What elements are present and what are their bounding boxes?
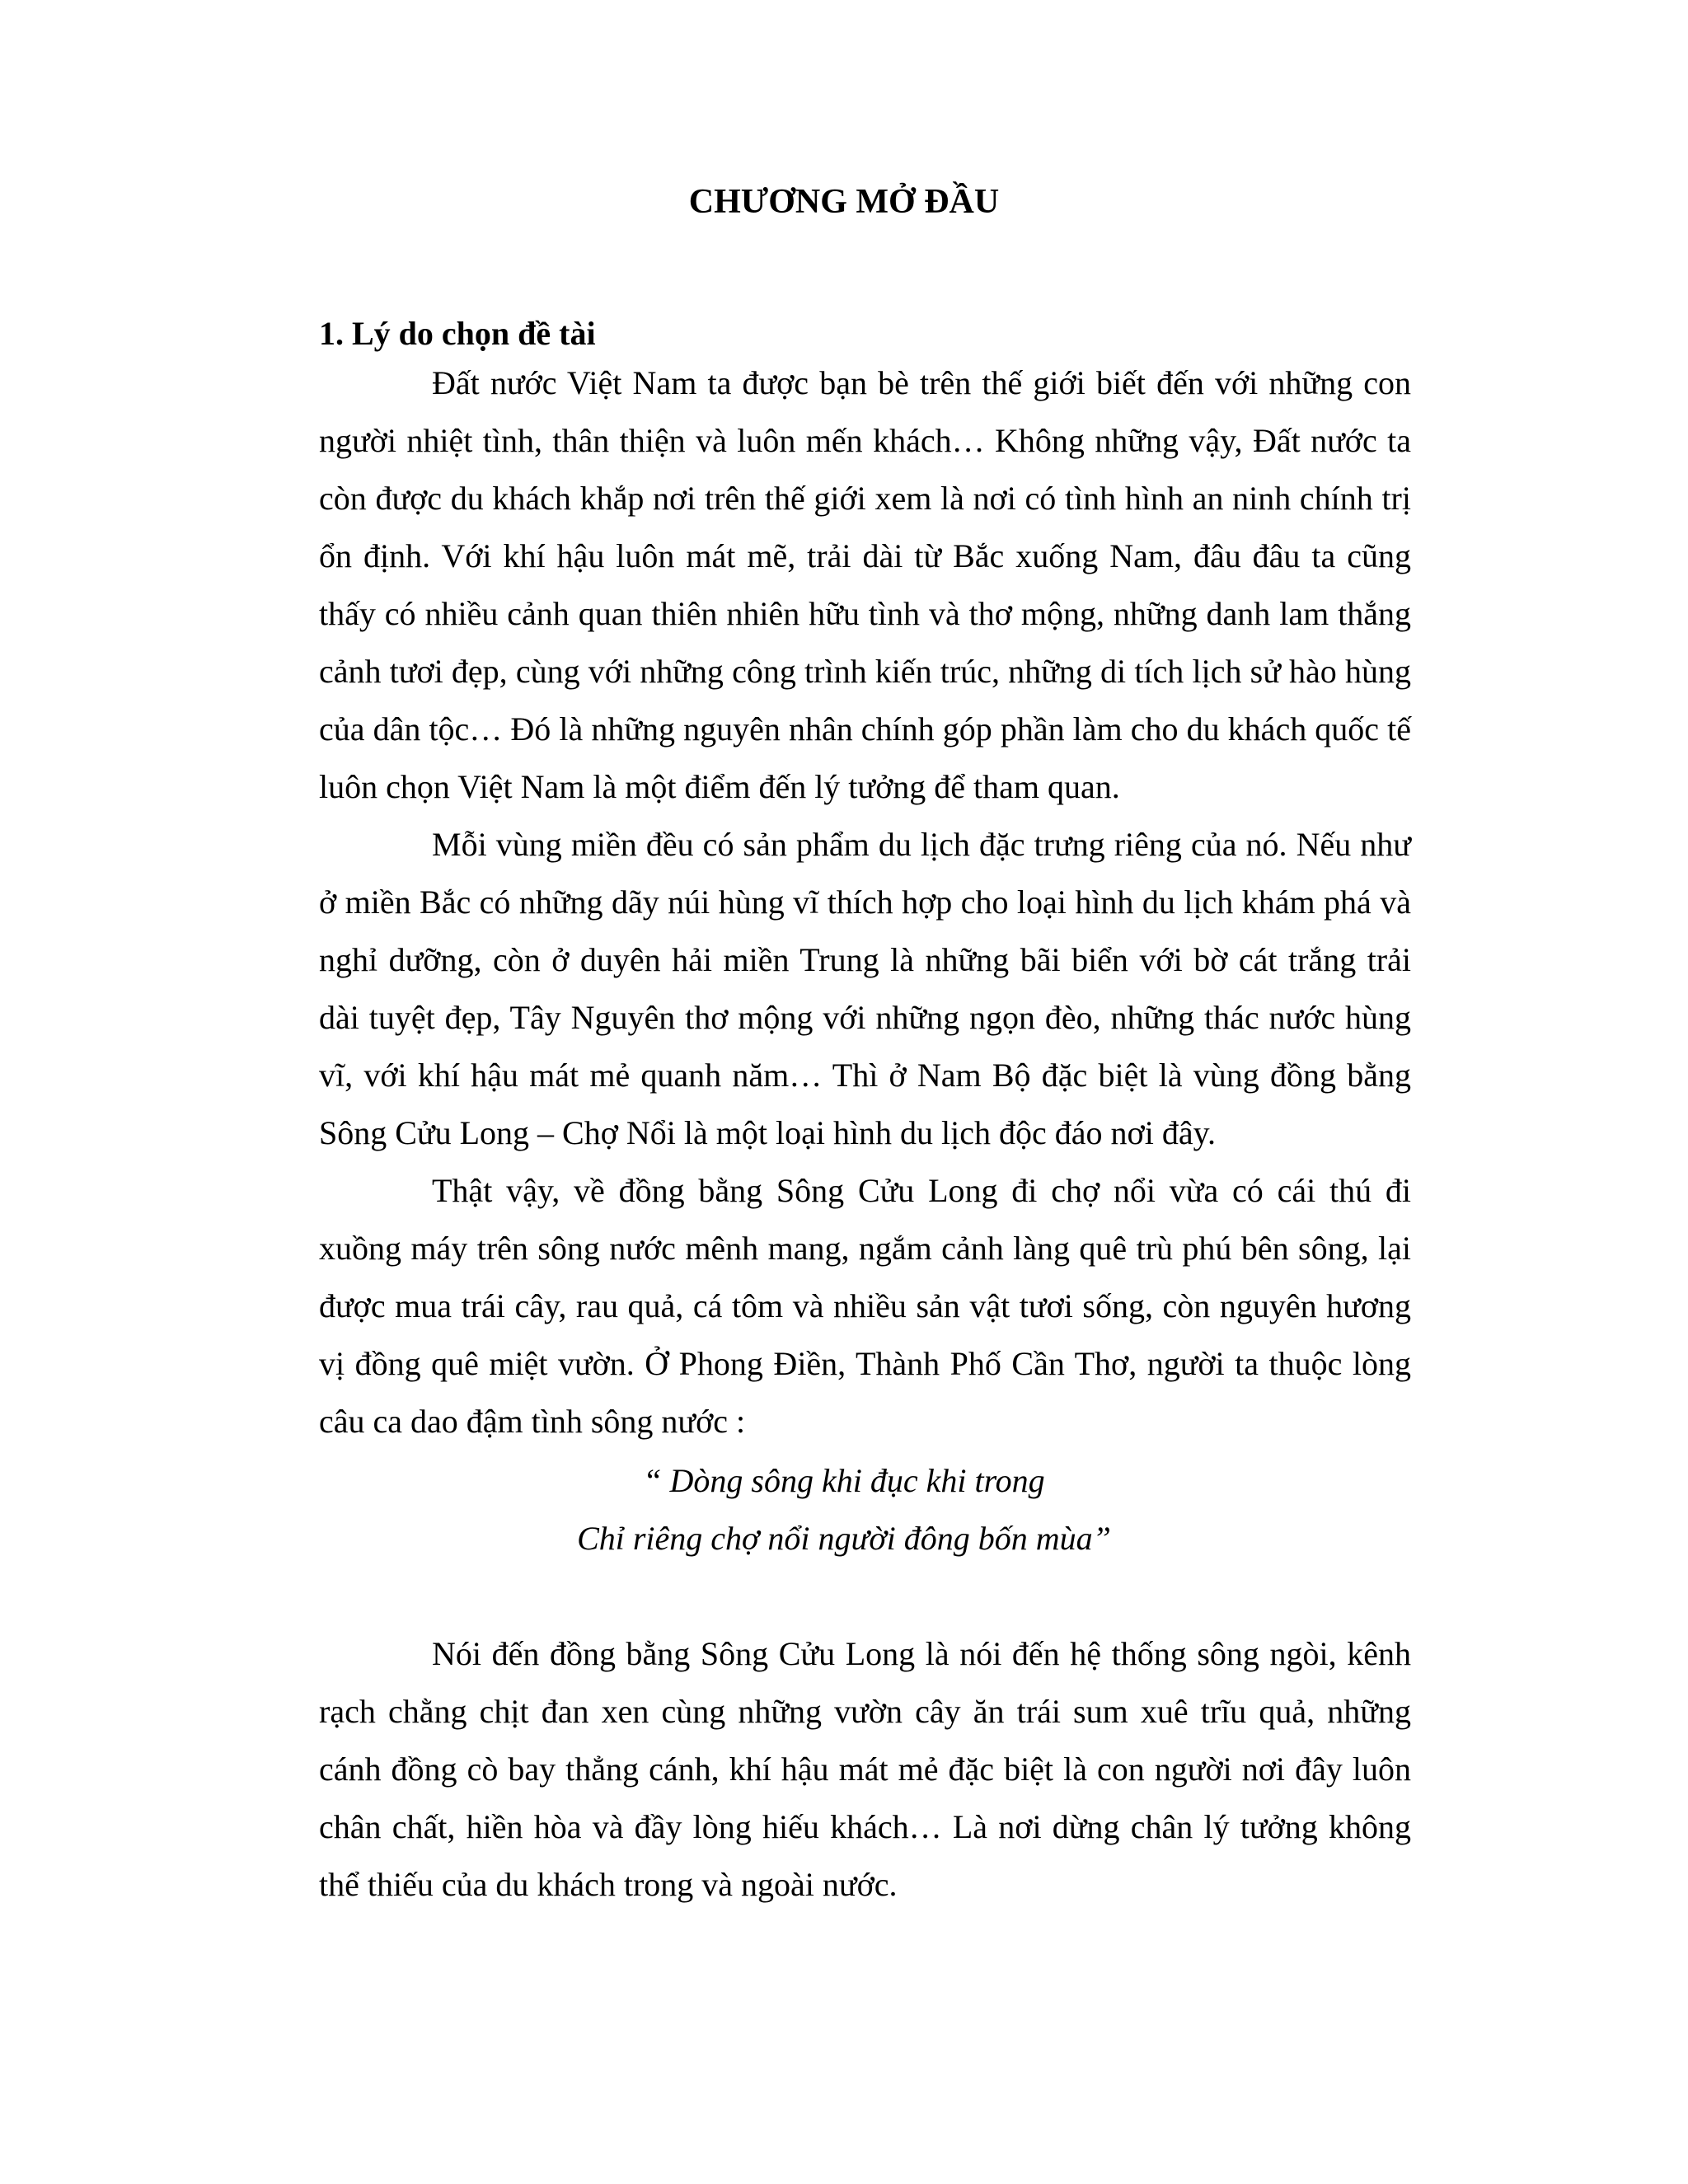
section-heading: 1. Lý do chọn đề tài — [319, 315, 596, 352]
chapter-title: CHƯƠNG MỞ ĐẦU — [688, 183, 1000, 221]
verse-line: “ Dòng sông khi đục khi trong — [643, 1462, 1045, 1499]
paragraph: Thật vậy, về đồng bằng Sông Cửu Long đi chợ nổi vừa có cái thú đi xuồng máy trên sông nước mênh mang, ngắm cảnh làng quê trù phú bên sông, lại được mua trái cây, rau quả, cá tôm và nhiều sản vật tươi sống, còn nguyên hương vị đồng quê miệt vườn. Ở Phong Điền, Thành Phố Cần Thơ, người ta thuộc lòng câu ca dao đậm tình sông nước : — [319, 1172, 1411, 1440]
paragraph: Đất nước Việt Nam ta được bạn bè trên thế giới biết đến với những con người nhiệt tình, thân thiện và luôn mến khách… Không những vậy, Đất nước ta còn được du khách khắp nơi trên thế giới xem là nơi có tình hình an ninh chính trị ổn định. Với khí hậu luôn mát mẽ, trải dài từ Bắc xuống Nam, đâu đâu ta cũng thấy có nhiều cảnh quan thiên nhiên hữu tình và thơ mộng, những danh lam thắng cảnh tươi đẹp, cùng với những công trình kiến trúc, những di tích lịch sử hào hùng của dân tộc… Đó là những nguyên nhân chính góp phần làm cho du khách quốc tế luôn chọn Việt Nam là một điểm đến lý tưởng để tham quan. — [319, 364, 1411, 805]
body-text — [319, 354, 1411, 1451]
verse-line: Chỉ riêng chợ nổi người đông bốn mùa” — [577, 1520, 1111, 1557]
paragraph: Mỗi vùng miền đều có sản phẩm du lịch đặc trưng riêng của nó. Nếu như ở miền Bắc có những dãy núi hùng vĩ thích hợp cho loại hình du lịch khám phá và nghỉ dưỡng, còn ở duyên hải miền Trung là những bãi biển với bờ cát trắng trải dài tuyệt đẹp, Tây Nguyên thơ mộng với những ngọn đèo, những thác nước hùng vĩ, với khí hậu mát mẻ quanh năm… Thì ở Nam Bộ đặc biệt là vùng đồng bằng Sông Cửu Long – Chợ Nổi là một loại hình du lịch độc đáo nơi đây. — [319, 826, 1411, 1151]
closing-text — [319, 1625, 1411, 1914]
folk-verse — [0, 1452, 1688, 1568]
paragraph: Nói đến đồng bằng Sông Cửu Long là nói đến hệ thống sông ngòi, kênh rạch chằng chịt đan xen cùng những vườn cây ăn trái sum xuê trĩu quả, những cánh đồng cò bay thẳng cánh, khí hậu mát mẻ đặc biệt là con người nơi đây luôn chân chất, hiền hòa và đầy lòng hiếu khách… Là nơi dừng chân lý tưởng không thể thiếu của du khách trong và ngoài nước. — [319, 1635, 1411, 1903]
